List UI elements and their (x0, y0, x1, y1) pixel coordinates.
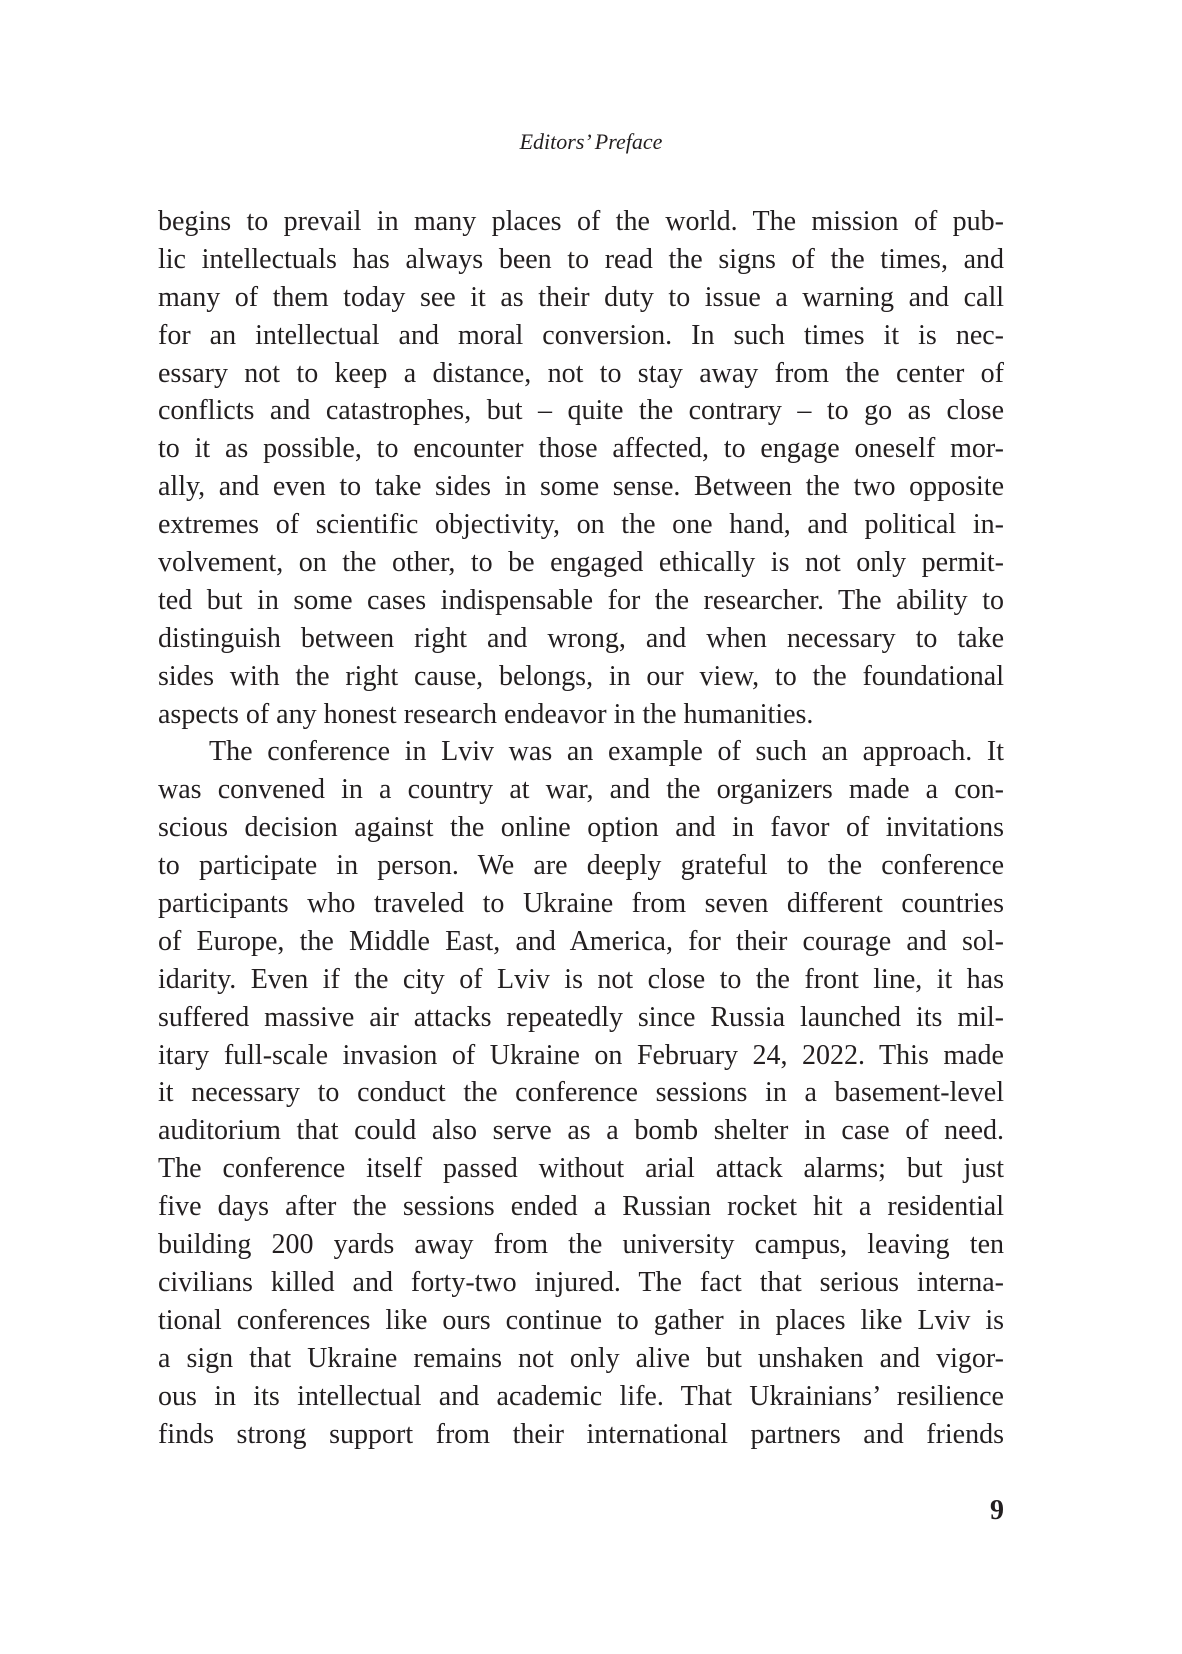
page-number: 9 (990, 1495, 1004, 1526)
body-text (158, 203, 1004, 1453)
text-line: building 200 yards away from the university campus, leaving ten (158, 1229, 1004, 1261)
text-line: conflicts and catastrophes, but – quite the contrary – to go as close (158, 395, 1004, 427)
text-line: distinguish between right and wrong, and when necessary to take (158, 622, 1004, 654)
text-line: auditorium that could also serve as a bomb shelter in case of need. (158, 1115, 1004, 1147)
text-line: it necessary to conduct the conference sessions in a basement-level (158, 1077, 1004, 1109)
text-line: ous in its intellectual and academic life. That Ukrainians’ resilience (158, 1380, 1004, 1412)
text-line: idarity. Even if the city of Lviv is not close to the front line, it has (158, 963, 1004, 995)
text-line: extremes of scientific objectivity, on the one hand, and political in- (158, 509, 1004, 541)
text-line: ted but in some cases indispensable for the researcher. The ability to (158, 584, 1004, 616)
text-line: participants who traveled to Ukraine from seven different countries (158, 888, 1004, 920)
text-line: The conference itself passed without arial attack alarms; but just (158, 1153, 1004, 1185)
text-line: to it as possible, to encounter those affected, to engage oneself mor- (158, 433, 1004, 465)
text-line: was convened in a country at war, and the organizers made a con- (158, 774, 1004, 806)
text-line: begins to prevail in many places of the world. The mission of pub- (158, 206, 1004, 237)
text-line: suffered massive air attacks repeatedly since Russia launched its mil- (158, 1001, 1004, 1033)
text-line: a sign that Ukraine remains not only alive but unshaken and vigor- (158, 1342, 1004, 1374)
text-line: for an intellectual and moral conversion. In such times it is nec- (158, 319, 1004, 351)
text-line: civilians killed and forty-two injured. The fact that serious interna- (158, 1266, 1004, 1298)
text-line: to participate in person. We are deeply grateful to the conference (158, 850, 1004, 882)
text-line: itary full-scale invasion of Ukraine on February 24, 2022. This made (158, 1039, 1004, 1071)
text-line: sides with the right cause, belongs, in our view, to the foundational (158, 660, 1004, 692)
text-line: volvement, on the other, to be engaged ethically is not only permit- (158, 547, 1004, 579)
paragraph-1 (158, 203, 1004, 733)
text-line: finds strong support from their international partners and friends (158, 1418, 1004, 1450)
text-line: five days after the sessions ended a Russian rocket hit a residential (158, 1191, 1004, 1223)
paragraph-2 (158, 733, 1004, 1453)
text-line: many of them today see it as their duty to issue a warning and call (158, 281, 1004, 313)
text-line: tional conferences like ours continue to gather in places like Lviv is (158, 1304, 1004, 1336)
text-line: essary not to keep a distance, not to stay away from the center of (158, 357, 1004, 389)
text-line: of Europe, the Middle East, and America, for their courage and sol- (158, 925, 1004, 957)
text-line: aspects of any honest research endeavor in the humanities. (158, 698, 814, 730)
text-line: scious decision against the online option and in favor of invitations (158, 812, 1004, 844)
text-line: lic intellectuals has always been to read the signs of the times, and (158, 243, 1004, 275)
running-head: Editors’ Preface (519, 129, 663, 154)
text-line: The conference in Lviv was an example of such an approach. It (209, 736, 1004, 768)
text-line: ally, and even to take sides in some sense. Between the two opposite (158, 471, 1004, 503)
